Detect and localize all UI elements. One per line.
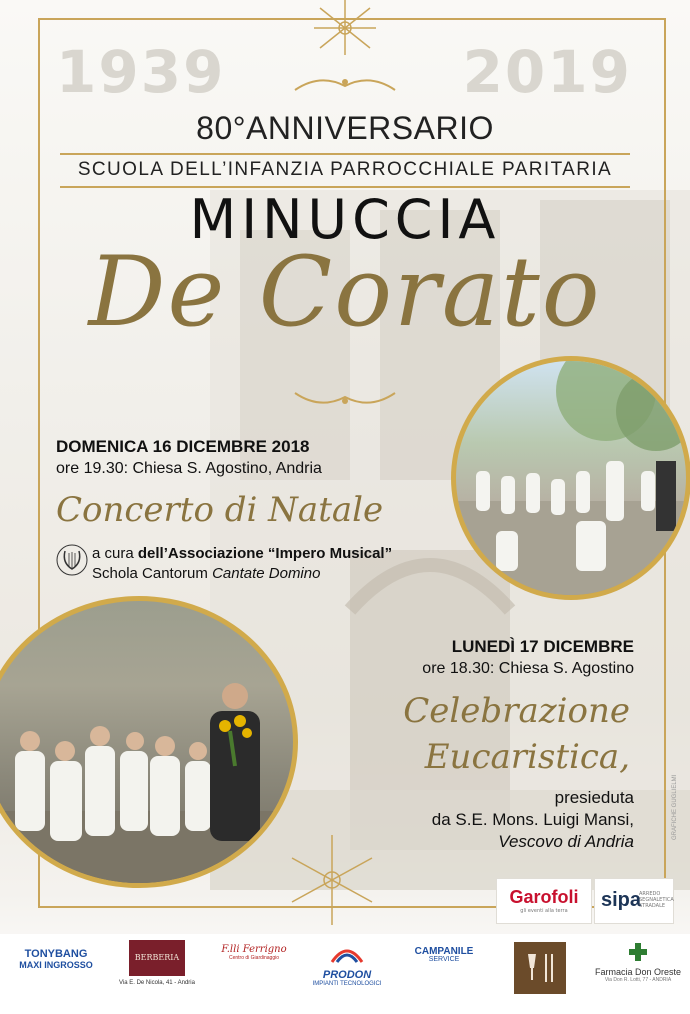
wine-food-icon <box>514 942 566 994</box>
sponsor-ferrigno: F.lli Ferrigno Centro di Giardinaggio <box>221 944 287 961</box>
year-end: 2019 <box>462 38 632 106</box>
sponsor-campanile: CAMPANILE SERVICE <box>414 946 474 963</box>
flourish-bottom-icon <box>290 385 400 415</box>
divider-top <box>60 153 630 155</box>
event1-time-place: ore 19.30: Chiesa S. Agostino, Andria <box>56 460 322 477</box>
name-first: MINUCCIA <box>189 188 501 251</box>
name-script: De Corato <box>88 236 602 348</box>
school-name: SCUOLA DELL’INFANZIA PARROCCHIALE PARITARIA <box>77 159 613 180</box>
sponsor-sipa: sipa ARREDO SEGNALETICA STRADALE <box>594 878 674 924</box>
event2-presided: presieduta da S.E. Mons. Luigi Mansi, Vescovo di Andria <box>431 788 634 851</box>
sponsor-wine-logo <box>498 940 582 1002</box>
sponsor-prodon: PRODON IMPIANTI TECNOLOGICI <box>302 940 392 1002</box>
event1-date: DOMENICA 16 DICEMBRE 2018 <box>56 437 310 456</box>
lyre-icon <box>56 543 88 577</box>
event2-date: LUNEDÌ 17 DICEMBRE <box>451 637 634 656</box>
event2-time-place: ore 18.30: Chiesa S. Agostino <box>422 660 634 677</box>
snowflake-bottom-icon <box>282 830 382 930</box>
sponsor-farmacia: Farmacia Don Oreste Via Don R. Lotti, 77 - ANDRIA <box>590 940 686 1002</box>
sponsor-tonybang: TONYBANG MAXI INGROSSO <box>19 948 93 970</box>
anniversary-title: 80°ANNIVERSARIO <box>196 110 494 146</box>
prodon-logo-icon <box>327 944 367 964</box>
pharmacy-cross-icon <box>628 942 648 962</box>
year-start: 1939 <box>56 38 226 106</box>
event1-organizer: a cura dell’Associazione “Impero Musical” Schola Cantorum Cantate Domino <box>92 545 393 582</box>
event1-title: Concerto di Natale <box>56 490 384 530</box>
photo-children-courtyard <box>451 356 690 600</box>
event2-title: Celebrazione Eucaristica, <box>403 691 630 777</box>
flourish-top-icon <box>290 68 400 98</box>
sponsor-garofoli: Garofoli gli eventi alla terra <box>496 878 592 924</box>
sponsor-berberia: BERBERIA Via E. De Nicola, 41 - Andria <box>112 940 202 1002</box>
design-credit: GRAFICHE GUGLIELMI <box>672 774 678 840</box>
